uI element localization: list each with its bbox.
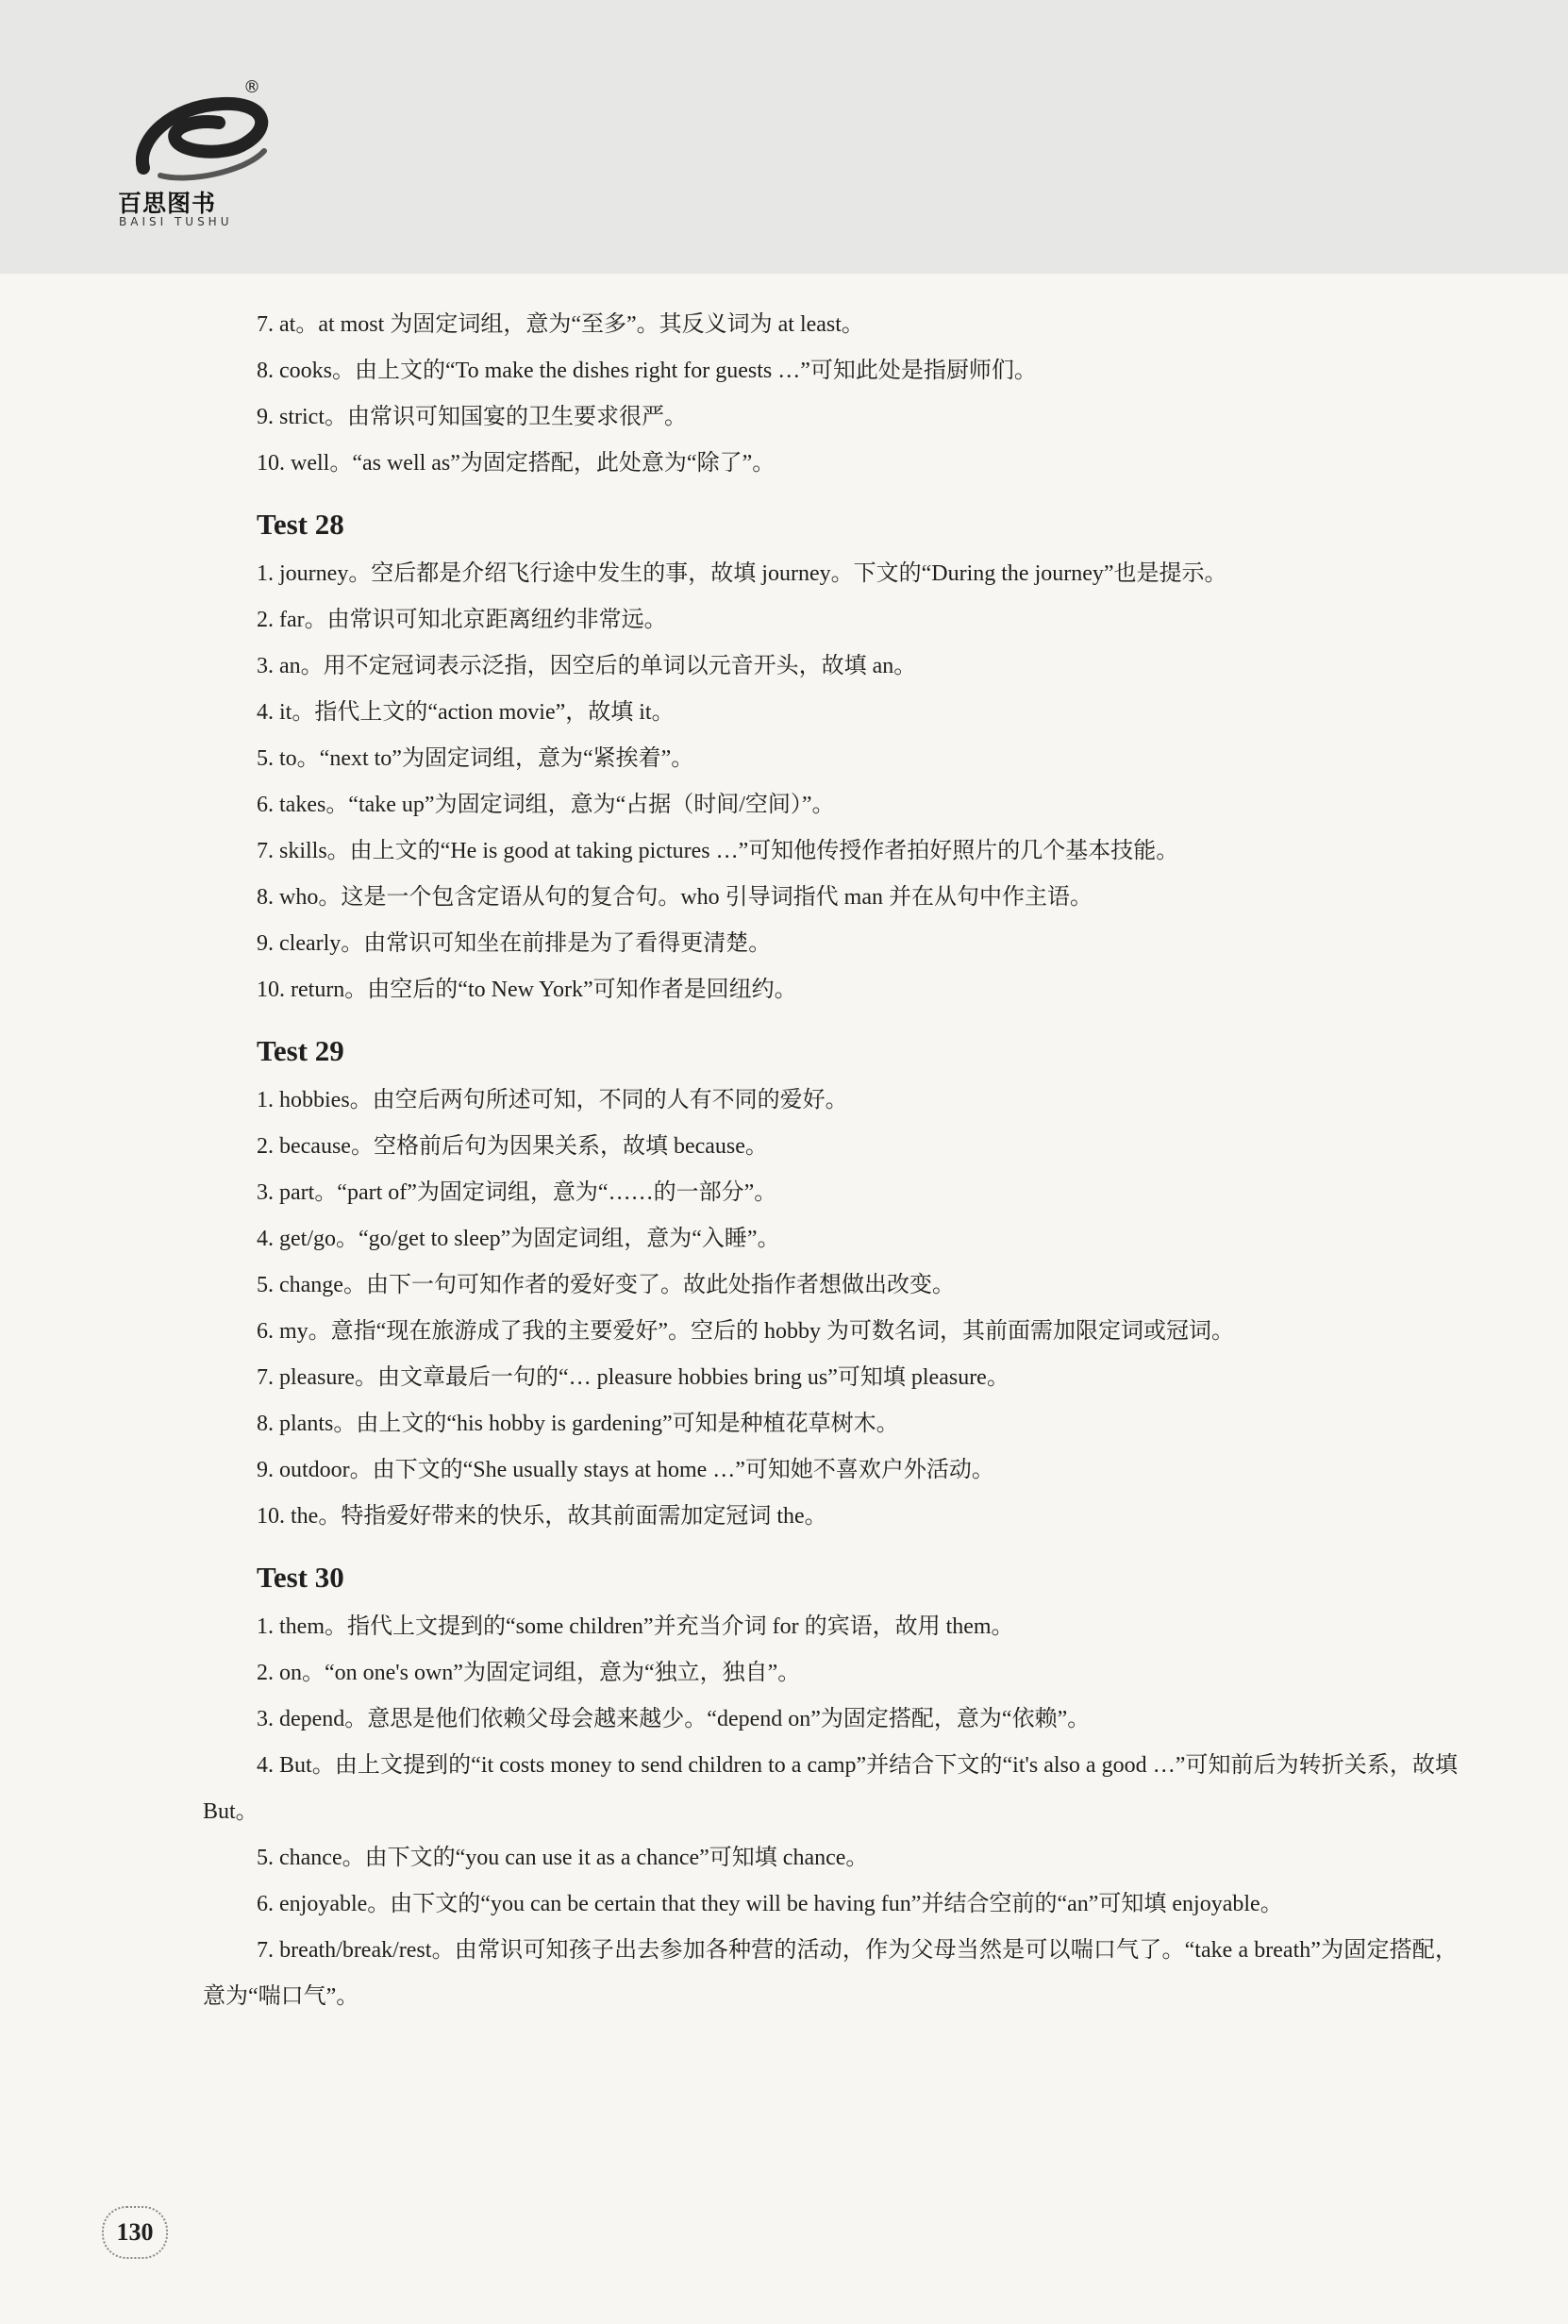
logo-subtitle: BAISI TUSHU (119, 215, 233, 228)
section-test-30 (203, 1557, 1458, 2020)
answer-item: 8. cooks。由上文的“To make the dishes right for guests …”可知此处是指厨师们。 (257, 359, 1037, 383)
answer-item: 4. it。指代上文的“action movie”，故填 it。 (257, 700, 675, 725)
answer-item: 8. plants。由上文的“his hobby is gardening”可知是种植花草树木。 (257, 1412, 899, 1436)
answer-item: 4. But。由上文提到的“it costs money to send children to a camp”并结合下文的“it's also a good …”可知前后为转折关系，故填 But。 (203, 1753, 1458, 1824)
answer-item: 3. depend。意思是他们依赖父母会越来越少。“depend on”为固定搭配，意为“依赖”。 (257, 1707, 1091, 1731)
answer-item: 7. pleasure。由文章最后一句的“… pleasure hobbies bring us”可知填 pleasure。 (257, 1365, 1009, 1390)
answer-content (203, 302, 1458, 2020)
answer-item: 4. get/go。“go/get to sleep”为固定词组，意为“入睡”。 (257, 1227, 780, 1251)
answer-item: 6. takes。“take up”为固定词组，意为“占据（时间/空间）”。 (257, 793, 835, 817)
answer-item: 2. because。空格前后句为因果关系，故填 because。 (257, 1134, 768, 1159)
answer-item: 6. my。意指“现在旅游成了我的主要爱好”。空后的 hobby 为可数名词，其前面需加限定词或冠词。 (257, 1319, 1234, 1344)
answer-item: 10. return。由空后的“to New York”可知作者是回纽约。 (257, 978, 797, 1002)
answer-item: 1. them。指代上文提到的“some children”并充当介词 for 的宾语，故用 them。 (257, 1614, 1014, 1639)
section-title: Test 29 (257, 1034, 344, 1067)
answer-item: 7. at。at most 为固定词组，意为“至多”。其反义词为 at least。 (257, 312, 864, 337)
answer-item: 2. far。由常识可知北京距离纽约非常远。 (257, 608, 667, 632)
section-test-29 (203, 1030, 1458, 1540)
answer-item: 1. journey。空后都是介绍飞行途中发生的事，故填 journey。下文的“During the journey”也是提示。 (257, 561, 1227, 586)
answer-item: 5. to。“next to”为固定词组，意为“紧挨着”。 (257, 746, 694, 771)
answer-item: 5. change。由下一句可知作者的爱好变了。故此处指作者想做出改变。 (257, 1273, 955, 1297)
answer-item: 2. on。“on one's own”为固定词组，意为“独立，独自”。 (257, 1661, 801, 1685)
section-continued (203, 302, 1458, 487)
answer-item: 3. part。“part of”为固定词组，意为“……的一部分”。 (257, 1180, 777, 1205)
answer-item: 9. clearly。由常识可知坐在前排是为了看得更清楚。 (257, 931, 772, 956)
logo-title: 百思图书 (118, 190, 217, 217)
answer-item: 7. breath/break/rest。由常识可知孩子出去参加各种营的活动，作为父母当然是可以喘口气了。“take a breath”为固定搭配，意为“喘口气”。 (203, 1938, 1458, 2009)
answer-item: 6. enjoyable。由下文的“you can be certain that they will be having fun”并结合空前的“an”可知填 enjoyable。 (257, 1892, 1283, 1916)
page-number: 130 (102, 2206, 168, 2259)
answer-item: 7. skills。由上文的“He is good at taking pictures …”可知他传授作者拍好照片的几个基本技能。 (257, 839, 1179, 863)
answer-item: 1. hobbies。由空后两句所述可知，不同的人有不同的爱好。 (257, 1088, 848, 1112)
answer-item: 5. chance。由下文的“you can use it as a chance”可知填 chance。 (257, 1846, 869, 1870)
answer-item: 9. outdoor。由下文的“She usually stays at home …”可知她不喜欢户外活动。 (257, 1458, 994, 1482)
section-title: Test 28 (257, 508, 344, 541)
section-test-28 (203, 504, 1458, 1013)
answer-item: 9. strict。由常识可知国宴的卫生要求很严。 (257, 405, 687, 429)
answer-item: 3. an。用不定冠词表示泛指，因空后的单词以元音开头，故填 an。 (257, 654, 917, 678)
logo-swirl-icon (132, 85, 283, 189)
answer-item: 10. well。“as well as”为固定搭配，此处意为“除了”。 (257, 451, 776, 476)
answer-item: 8. who。这是一个包含定语从句的复合句。who 引导词指代 man 并在从句中作主语。 (257, 885, 1093, 910)
answer-item: 10. the。特指爱好带来的快乐，故其前面需加定冠词 the。 (257, 1504, 827, 1529)
section-title: Test 30 (257, 1561, 344, 1594)
registered-mark: ® (243, 77, 260, 97)
